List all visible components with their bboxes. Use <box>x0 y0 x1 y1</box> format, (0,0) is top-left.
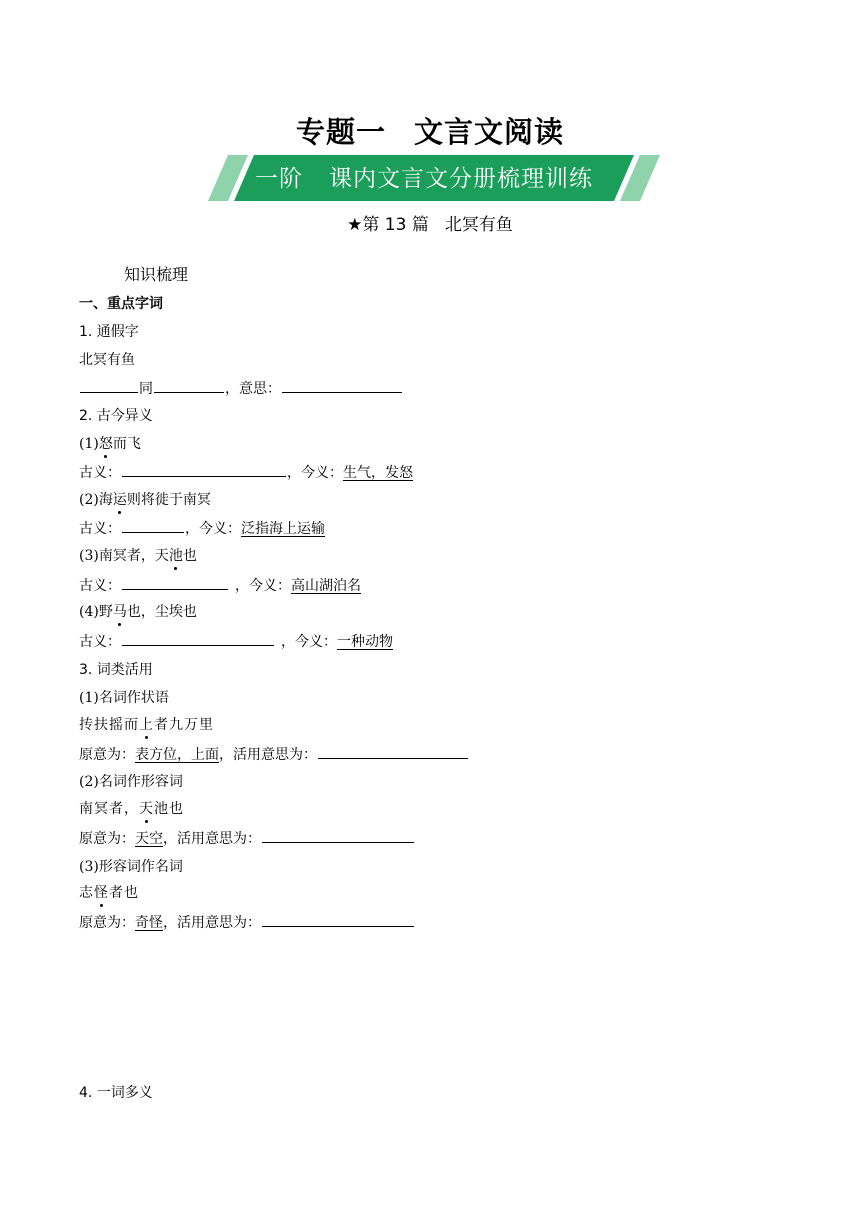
answer-blank[interactable] <box>80 378 138 393</box>
cilei-answer-3: 原意为：奇怪，活用意思为： <box>79 912 415 932</box>
cilei-type-1: (1)名词作状语 <box>79 690 169 706</box>
cilei-sentence-1: 抟扶摇而上者九万里 <box>79 714 214 734</box>
answer-blank[interactable] <box>282 378 402 393</box>
answer-blank[interactable] <box>122 518 184 533</box>
gujin-answer-4: 古义： ，今义：一种动物 <box>79 631 393 651</box>
tongjia-sentence: 北冥有鱼 <box>79 352 135 368</box>
answer-blank[interactable] <box>122 631 274 646</box>
answer-blank[interactable] <box>122 575 228 590</box>
cilei-answer-2: 原意为：天空，活用意思为： <box>79 828 415 848</box>
cilei-type-2: (2)名词作形容词 <box>79 774 183 790</box>
gujin-answer-3: 古义： ，今义：高山湖泊名 <box>79 575 361 595</box>
heading-cilei: 3. 词类活用 <box>79 662 153 678</box>
cilei-type-3: (3)形容词作名词 <box>79 859 183 875</box>
gujin-sentence-3: (3)南冥者，天池也 <box>79 545 197 565</box>
answer-blank[interactable] <box>262 828 414 843</box>
gujin-sentence-2: (2)海运则将徙于南冥 <box>79 489 211 509</box>
gujin-answer-1: 古义： ，今义：生气，发怒 <box>79 462 413 482</box>
answer-blank[interactable] <box>318 744 468 759</box>
section-title: 知识梳理 <box>124 265 189 284</box>
heading-gujin: 2. 古今异义 <box>79 408 153 424</box>
gujin-answer-2: 古义： ，今义：泛指海上运输 <box>79 518 325 538</box>
tongjia-answer-line: 同 ，意思： <box>79 378 403 398</box>
lesson-subtitle: ★第 13 篇 北冥有鱼 <box>347 215 513 235</box>
page-title: 专题一 文言文阅读 <box>295 115 565 149</box>
gujin-sentence-1: (1)怒而飞 <box>79 433 141 453</box>
heading-tongjia: 1. 通假字 <box>79 324 139 340</box>
gujin-sentence-4: (4)野马也，尘埃也 <box>79 601 197 621</box>
cilei-answer-1: 原意为：表方位，上面，活用意思为： <box>79 744 469 764</box>
heading-yici: 4. 一词多义 <box>79 1085 153 1101</box>
answer-blank[interactable] <box>154 378 224 393</box>
answer-blank[interactable] <box>262 912 414 927</box>
answer-blank[interactable] <box>122 462 286 477</box>
cilei-sentence-3: 志怪者也 <box>79 882 139 902</box>
banner-text: 一阶 课内文言文分册梳理训练 <box>255 166 593 192</box>
heading-key-words: 一、重点字词 <box>79 296 163 312</box>
cilei-sentence-2: 南冥者，天池也 <box>79 798 184 818</box>
